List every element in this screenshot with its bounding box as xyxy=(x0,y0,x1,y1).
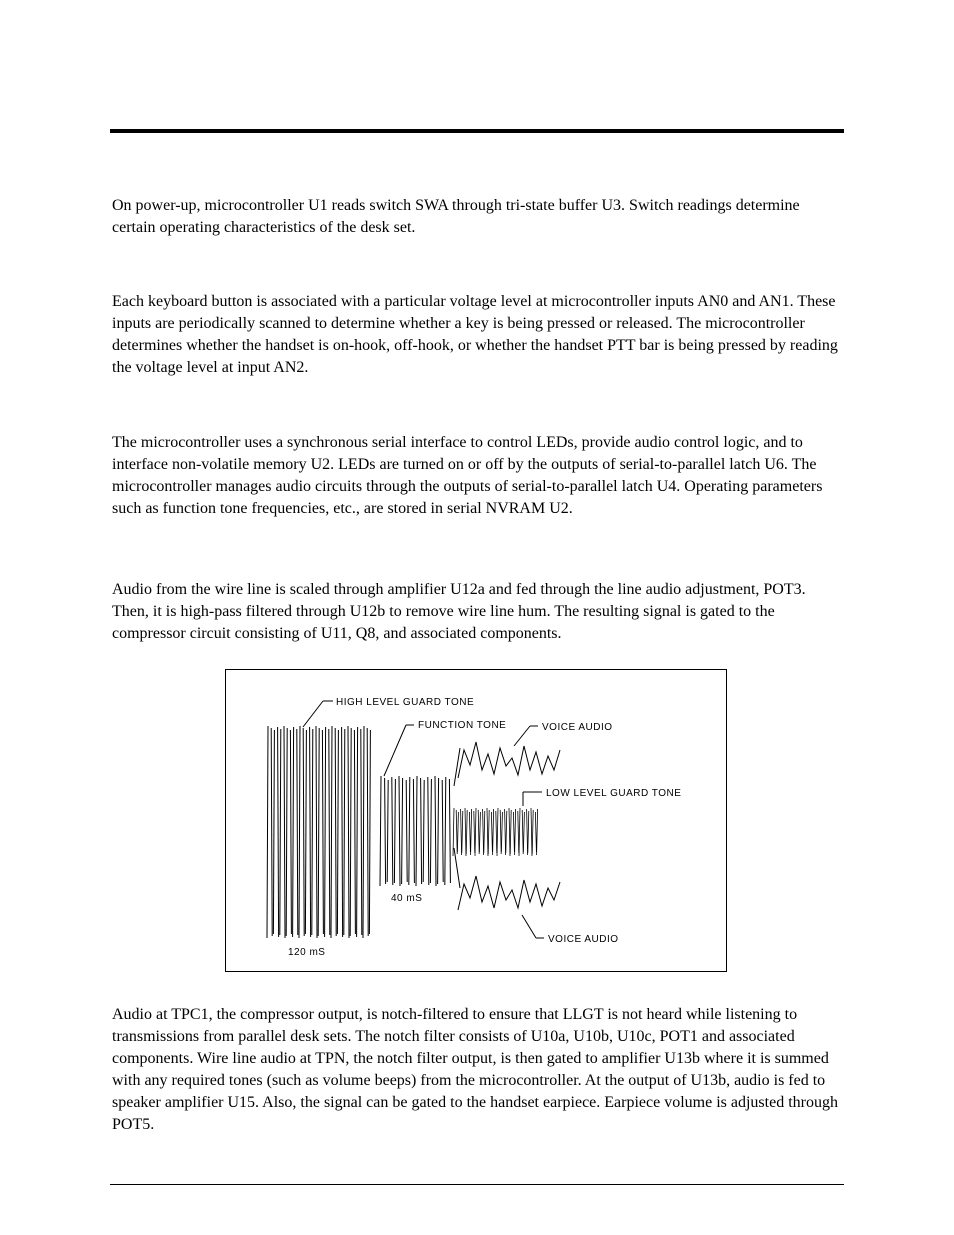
ftone-stroke xyxy=(380,776,381,886)
hlgt-stroke xyxy=(322,730,323,934)
hlgt-stroke xyxy=(303,728,304,936)
llgt-stroke xyxy=(515,809,516,855)
llgt-stroke xyxy=(501,812,502,852)
label-low-level-guard-tone: LOW LEVEL GUARD TONE xyxy=(546,788,682,799)
hlgt-stroke xyxy=(329,729,330,935)
hlgt-stroke xyxy=(286,728,287,936)
ftone-stroke xyxy=(423,780,424,882)
hlgt-stroke xyxy=(318,728,319,936)
ftone-stroke xyxy=(402,778,403,884)
hlgt-stroke xyxy=(342,727,343,937)
llgt-stroke xyxy=(518,811,519,853)
ftone-stroke xyxy=(406,780,407,882)
llgt-stroke xyxy=(506,811,507,853)
ftone-stroke xyxy=(392,777,393,885)
ftone-stroke xyxy=(421,778,422,884)
ftone-stroke xyxy=(430,779,431,883)
llgt-stroke xyxy=(469,812,470,852)
ftone-stroke xyxy=(387,780,388,882)
llgt-stroke xyxy=(500,810,501,854)
llgt-stroke xyxy=(479,812,480,852)
llgt-stroke xyxy=(474,811,475,853)
tone-waveform-figure xyxy=(225,669,727,972)
leader-voice-bottom xyxy=(522,915,536,938)
hlgt-stroke xyxy=(297,729,298,935)
leader-hlgt xyxy=(303,701,323,727)
ftone-stroke xyxy=(416,776,417,886)
llgt-stroke xyxy=(497,808,498,856)
paragraph-serial-interface: The microcontroller uses a synchronous serial interface to control LEDs, provide audio control logic, and to interface non-volatile memory U2. LEDs are turned on or off by the outputs of serial-to-parallel latch U6. The microcontroller manages audio circuits through the outputs of serial-to-parallel latch U4. Operating parameters such as function tone frequencies, etc., are stored in serial NVRAM U2. xyxy=(112,434,823,517)
llgt-stroke xyxy=(456,810,457,854)
label-voice-audio-bottom: VOICE AUDIO xyxy=(548,934,619,945)
hlgt-stroke xyxy=(267,726,268,938)
llgt-stroke xyxy=(478,810,479,854)
hlgt-stroke xyxy=(312,729,313,935)
hlgt-stroke xyxy=(331,726,332,938)
hlgt-stroke xyxy=(363,726,364,938)
hlgt-stroke xyxy=(344,729,345,935)
llgt-stroke xyxy=(531,808,532,856)
hlgt-stroke xyxy=(335,728,336,936)
ftone-stroke xyxy=(442,780,443,882)
ftone-stroke xyxy=(394,779,395,883)
llgt-stroke xyxy=(475,808,476,856)
llgt-stroke xyxy=(466,810,467,854)
ftone-stroke xyxy=(445,777,446,885)
hlgt-stroke xyxy=(337,730,338,934)
ftone-stroke xyxy=(409,777,410,885)
hlgt-stroke xyxy=(357,727,358,937)
ftone-stroke xyxy=(399,776,400,886)
llgt-stroke xyxy=(491,812,492,852)
hlgt-stroke xyxy=(350,728,351,936)
paragraph-power-up: On power-up, microcontroller U1 reads switch SWA through tri-state buffer U3. Switch readings determine certain operating characteristics of the desk set. xyxy=(112,197,800,236)
llgt-stroke xyxy=(532,810,533,854)
llgt-stroke xyxy=(510,810,511,854)
voice-audio-waveform-bottom xyxy=(458,876,560,910)
low-level-guard-tone-waveform xyxy=(453,808,538,856)
llgt-stroke xyxy=(519,808,520,856)
paragraph-line-audio: Audio from the wire line is scaled through amplifier U12a and fed through the line audio adjustment, POT3. Then, it is high-pass filtered through U12b to remove wire line hum. The resulting signal is gated to the compressor circuit consisting of U11, Q8, and associated components. xyxy=(112,581,806,642)
llgt-stroke xyxy=(488,810,489,854)
hlgt-stroke xyxy=(310,727,311,937)
ftone-stroke xyxy=(449,779,450,883)
leader-function-tone xyxy=(384,725,406,776)
label-high-level-guard-tone: HIGH LEVEL GUARD TONE xyxy=(336,697,475,708)
leader-voice-top xyxy=(514,726,530,746)
ftone-stroke xyxy=(385,778,386,884)
llgt-stroke xyxy=(527,809,528,855)
ftone-stroke xyxy=(438,778,439,884)
ftone-stroke xyxy=(435,776,436,886)
llgt-stroke xyxy=(537,809,538,855)
hlgt-stroke xyxy=(316,726,317,938)
label-40ms: 40 mS xyxy=(391,893,423,904)
hlgt-stroke xyxy=(280,729,281,935)
label-120ms: 120 mS xyxy=(288,947,326,958)
hlgt-stroke xyxy=(278,727,279,937)
footer-rule xyxy=(110,1184,844,1185)
function-tone-waveform xyxy=(380,776,450,886)
llgt-stroke xyxy=(513,812,514,852)
waveform-diagram xyxy=(226,670,728,973)
llgt-stroke xyxy=(462,811,463,853)
llgt-stroke xyxy=(535,812,536,852)
llgt-stroke xyxy=(484,811,485,853)
hlgt-stroke xyxy=(299,726,300,938)
llgt-stroke xyxy=(505,809,506,855)
hlgt-stroke xyxy=(305,730,306,934)
hlgt-stroke xyxy=(293,727,294,937)
voice-audio-waveform-top xyxy=(458,742,560,778)
llgt-stroke xyxy=(483,809,484,855)
hlgt-stroke xyxy=(271,728,272,936)
hlgt-stroke xyxy=(325,727,326,937)
label-function-tone: FUNCTION TONE xyxy=(418,720,507,731)
high-level-guard-tone-waveform xyxy=(267,726,370,938)
llgt-stroke xyxy=(487,808,488,856)
hlgt-stroke xyxy=(284,726,285,938)
paragraph-keyboard: Each keyboard button is associated with a particular voltage level at microcontroller inputs AN0 and AN1. These inputs are periodically scanned to determine whether a key is being pressed or released. The microcontroller determines whether the handset is on-hook, off-hook, or whether the handset PTT bar is being pressed by reading the voltage level at input AN2. xyxy=(112,293,838,376)
ftone-stroke xyxy=(413,779,414,883)
hlgt-stroke xyxy=(361,729,362,935)
label-voice-audio-top: VOICE AUDIO xyxy=(542,722,613,733)
llgt-stroke xyxy=(457,812,458,852)
ftone-stroke xyxy=(428,777,429,885)
llgt-stroke xyxy=(509,808,510,856)
llgt-stroke xyxy=(493,809,494,855)
hlgt-stroke xyxy=(273,730,274,934)
hlgt-stroke xyxy=(367,728,368,936)
paragraph-notch-filter: Audio at TPC1, the compressor output, is notch-filtered to ensure that LLGT is not heard while listening to transmissions from parallel desk sets. The notch filter consists of U10a, U10b, U10c, POT1 and associated components. Wire line audio at TPN, the notch filter output, is then gated to amplifier U13b where it is summed with any required tones (such as volume beeps) from the microcontroller. At the output of U13b, audio is fed to speaker amplifier U15. Also, the signal can be gated to the handset earpiece. Earpiece volume is adjusted through POT5. xyxy=(112,1006,838,1133)
llgt-stroke xyxy=(496,811,497,853)
hlgt-stroke xyxy=(369,730,370,934)
hlgt-stroke xyxy=(348,726,349,938)
llgt-stroke xyxy=(523,812,524,852)
hlgt-stroke xyxy=(354,730,355,934)
hlgt-stroke xyxy=(290,730,291,934)
llgt-stroke xyxy=(522,810,523,854)
llgt-stroke xyxy=(471,809,472,855)
llgt-stroke xyxy=(528,811,529,853)
header-rule xyxy=(110,129,844,133)
llgt-stroke xyxy=(461,809,462,855)
llgt-stroke xyxy=(465,808,466,856)
